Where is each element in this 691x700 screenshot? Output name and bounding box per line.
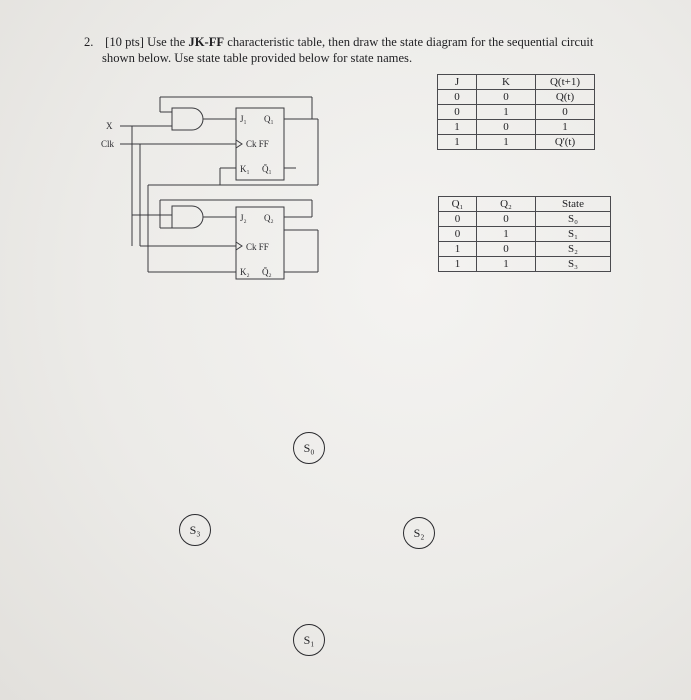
jk-header-q: Q(t+1) — [536, 75, 595, 90]
state-name-table — [438, 196, 611, 272]
ff2-j-label: J₂ — [240, 213, 247, 223]
ff2-ck-label: Ck FF — [246, 242, 269, 252]
jk-cell: 1 — [438, 135, 477, 150]
state-cell: 1 — [477, 227, 536, 242]
question-text-post: characteristic table, then draw the state diagram for the sequential circuit — [227, 35, 594, 49]
ff2-q-label: Q₂ — [264, 213, 274, 223]
ff1-ck-label: Ck FF — [246, 139, 269, 149]
jk-cell: 1 — [477, 105, 536, 120]
jk-cell: Q'(t) — [536, 135, 595, 150]
table-row — [439, 227, 611, 242]
state-cell: S₁ — [536, 227, 611, 242]
table-row — [439, 212, 611, 227]
jk-cell: Q(t) — [536, 90, 595, 105]
table-row — [438, 105, 595, 120]
clock-label: Clk — [101, 139, 115, 149]
table-row — [439, 257, 611, 272]
state-cell: S₂ — [536, 242, 611, 257]
state-header-state: State — [536, 197, 611, 212]
ff1-j-label: J₁ — [240, 114, 247, 124]
state-node-s3: S₃ — [179, 514, 211, 546]
ff1-q-label: Q₁ — [264, 114, 274, 124]
jk-cell: 1 — [438, 120, 477, 135]
state-header-q1: Q₁ — [439, 197, 477, 212]
state-cell: S₃ — [536, 257, 611, 272]
state-cell: 0 — [477, 212, 536, 227]
ff1-qbar-label: Q̄₁ — [262, 164, 272, 174]
state-cell: 1 — [477, 257, 536, 272]
table-row — [438, 120, 595, 135]
state-node-s1: S₁ — [293, 624, 325, 656]
jk-cell: 0 — [477, 120, 536, 135]
state-node-s0: S₀ — [293, 432, 325, 464]
state-cell: 0 — [439, 227, 477, 242]
question-number: 2. — [84, 35, 94, 49]
jk-cell: 0 — [438, 90, 477, 105]
ff2-qbar-label: Q̄₂ — [262, 267, 272, 277]
input-x-label: X — [106, 121, 113, 131]
jk-header-k: K — [477, 75, 536, 90]
state-cell: 1 — [439, 257, 477, 272]
question-text-bold: JK-FF — [188, 35, 225, 49]
state-cell: 0 — [477, 242, 536, 257]
jk-cell: 0 — [536, 105, 595, 120]
question-points: [10 pts] — [105, 35, 144, 49]
ff2-k-label: K₂ — [240, 267, 250, 277]
jk-cell: 1 — [536, 120, 595, 135]
jk-cell: 1 — [477, 135, 536, 150]
table-row — [439, 242, 611, 257]
jk-cell: 0 — [438, 105, 477, 120]
state-cell: 1 — [439, 242, 477, 257]
state-cell: 0 — [439, 212, 477, 227]
table-row — [438, 135, 595, 150]
jk-table-header — [438, 75, 595, 90]
table-row — [438, 90, 595, 105]
jk-cell: 0 — [477, 90, 536, 105]
state-node-s2: S₂ — [403, 517, 435, 549]
jk-characteristic-table — [437, 74, 595, 150]
state-table-header — [439, 197, 611, 212]
jk-header-j: J — [438, 75, 477, 90]
state-cell: S₀ — [536, 212, 611, 227]
question-line-2: shown below. Use state table provided below for state names. — [102, 51, 413, 65]
state-header-q2: Q₂ — [477, 197, 536, 212]
question-text-pre: Use the — [147, 35, 186, 49]
ff1-k-label: K₁ — [240, 164, 250, 174]
